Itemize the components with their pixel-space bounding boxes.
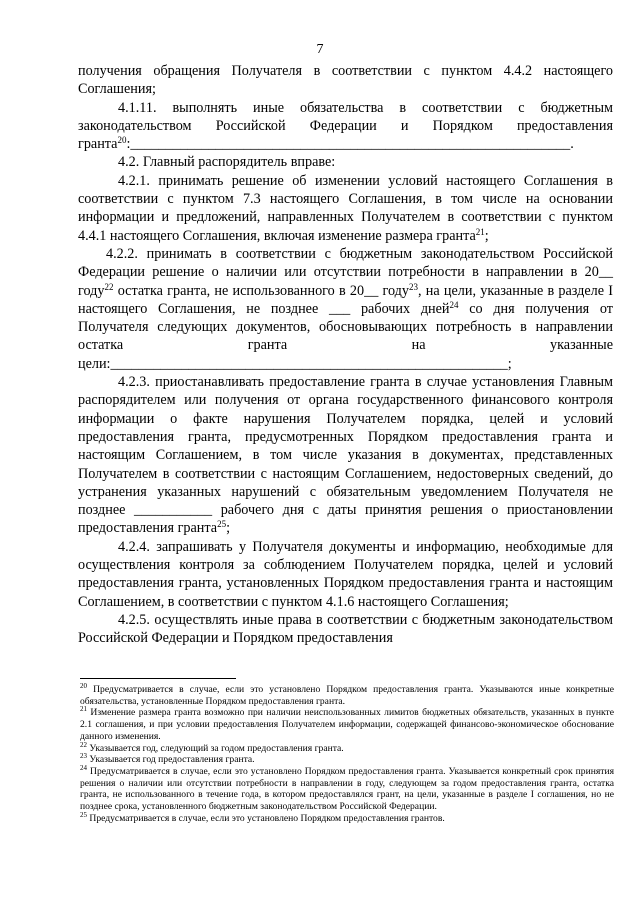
footnote-21: $^{21}$ Изменение размера гранта возможно при наличии неиспользованных лимитов бюджетных обязательств, указанных в пункте 2.1 соглашения, и при условии предоставления Получателем информации, содержащей финансово-экономическое обоснование данного изменения.	[80, 705, 614, 742]
footnote-separator	[80, 678, 236, 679]
footnote-24: $^{24}$ Предусматривается в случае, если это установлено Порядком предоставления гранта. Указывается конкретный срок принятия решения о наличии или отсутствии потребности в направлении в году, следующем за годом предоставления гранта, остатка гранта, не использованного в течение года, в котором предоставлялся грант, на цели, указанные в разделе I соглашения, но не позднее срока, установленного бюджетным законодательством Российской Федерации.	[80, 763, 614, 813]
footnote-23: $^{23}$ Указывается год предоставления гранта.	[80, 752, 255, 766]
footnote-25: $^{25}$ Предусматривается в случае, если это установлено Порядком предоставления грантов.	[80, 810, 445, 824]
paragraph-4-1-11: 4.1.11. выполнять иные обязательства в соответствии с бюджетным законодательством Российской Федерации и Порядком предоставления гранта$^{20}$:______________________________________________________________.	[78, 99, 613, 153]
paragraph-4-2-2: 4.2.2. принимать в соответствии с бюджетным законодательством Российской Федерации решение о наличии или отсутствии потребности в направлении в 20__ году$^{22}$ остатка гранта, не использованного в 20__ году$^{23}$, на цели, указанные в разделе I настоящего Соглашения, не позднее ___ рабочих дней$^{24}$ со дня получения от Получателя следующих документов, обосновывающих потребность в направлении остатка гранта на указанные цели:________________________________________________________;	[78, 245, 613, 372]
paragraph-4-2-5: 4.2.5. осуществлять иные права в соответствии с бюджетным законодательством Российской Федерации и Порядком предоставления	[78, 611, 613, 647]
page-number: 7	[316, 42, 324, 57]
footnote-ref-24: 24	[449, 299, 459, 310]
paragraph-4-2: 4.2. Главный распорядитель вправе:	[118, 154, 336, 171]
paragraph-4-2-3: 4.2.3. приостанавливать предоставление гранта в случае установления Главным распорядителем или получения от органа государственного финансового контроля информации о факте нарушения Получателем порядка, целей и условий предоставления гранта, предусмотренных Порядком предоставления гранта и настоящим Соглашением, в том числе указания в документах, представленных Получателем в соответствии с настоящим Соглашением, недостоверных сведений, до устранения указанных нарушений с обязательным уведомлением Получателя не позднее ___________ рабочего дня с даты принятия решения о приостановлении предоставления гранта$^{25}$;	[78, 374, 613, 537]
paragraph-4-2-1: 4.2.1. принимать решение об изменении условий настоящего Соглашения в соответствии с пунктом 7.3 настоящего Соглашения, в том числе на основании информации и предложений, направленных Получателем в соответствии с пунктом 4.4.1 настоящего Соглашения, включая изменение размера гранта$^{21}$;	[78, 172, 613, 244]
footnote-ref-25: 25	[217, 519, 227, 530]
main-text	[78, 62, 613, 648]
footnote-ref-21: 21	[475, 226, 485, 237]
footnote-22: $^{22}$ Указывается год, следующий за годом предоставления гранта.	[80, 740, 344, 754]
paragraph-continuation: получения обращения Получателя в соответствии с пунктом 4.4.2 настоящего Соглашения;	[78, 63, 613, 98]
footnotes	[80, 684, 614, 824]
footnote-ref-20: 20	[117, 135, 127, 146]
footnote-20: $^{20}$ Предусматривается в случае, если это установлено Порядком предоставления гранта. Указываются иные конкретные обязательства, установленные Порядком предоставления гранта.	[80, 682, 614, 707]
footnote-ref-23: 23	[409, 281, 418, 292]
footnote-ref-22: 22	[104, 281, 114, 292]
paragraph-4-2-4: 4.2.4. запрашивать у Получателя документы и информацию, необходимые для осуществления контроля за соблюдением Получателем порядка, целей и условий предоставления гранта, установленных Порядком предоставления гранта и настоящим Соглашением, в соответствии с пунктом 4.1.6 настоящего Соглашения;	[78, 538, 613, 610]
